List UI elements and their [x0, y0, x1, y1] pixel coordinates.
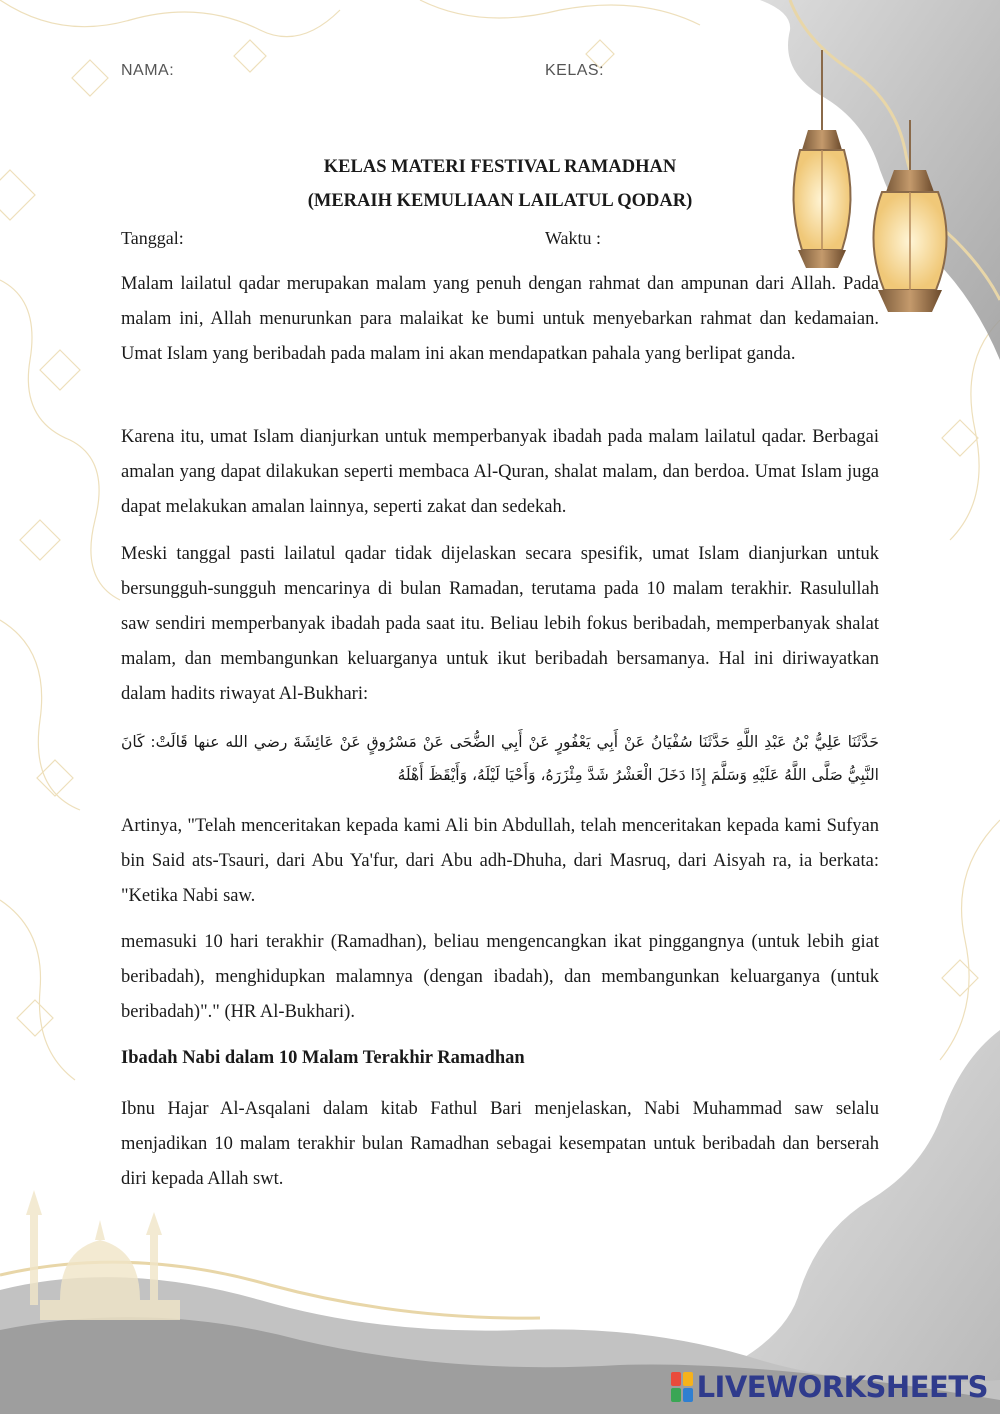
class-label: KELAS: [545, 62, 605, 79]
paragraph-intro: Malam lailatul qadar merupakan malam yang penuh dengan rahmat dan ampunan dari Allah. Pada malam ini, Allah menurunkan para malaikat ke bumi untuk menyebarkan rahmat dan kedamaian. Umat Islam yang beribadah pada malam ini akan mendapatkan pahala yang berlipat ganda. [121, 274, 879, 364]
liveworksheets-logo-icon [671, 1372, 693, 1402]
time-label: Waktu : [545, 228, 602, 248]
name-label: NAMA: [121, 62, 175, 79]
date-label: Tanggal: [121, 228, 184, 248]
brand-name: LIVEWORKSHEETS [696, 1370, 988, 1404]
page-subtitle: (MERAIH KEMULIAAN LAILATUL QODAR) [307, 191, 693, 211]
liveworksheets-logo [671, 1370, 988, 1404]
section-heading: Ibadah Nabi dalam 10 Malam Terakhir Ramadhan [121, 1048, 525, 1068]
paragraph-translation-continued: memasuki 10 hari terakhir (Ramadhan), beliau mengencangkan ikat pinggangnya (untuk lebih giat beribadah), menghidupkan malamnya (dengan ibadah), dan membangunkan keluarganya (untuk beribadah)"." (HR Al-Bukhari). [121, 932, 879, 1022]
page-title: KELAS MATERI FESTIVAL RAMADHAN [323, 157, 677, 177]
paragraph-fathul-bari: Ibnu Hajar Al-Asqalani dalam kitab Fathul Bari menjelaskan, Nabi Muhammad saw selalu menjadikan 10 malam terakhir bulan Ramadhan sebagai kesempatan untuk beribadah dan berserah diri kepada Allah swt. [121, 1099, 879, 1189]
paragraph-translation: Artinya, "Telah menceritakan kepada kami Ali bin Abdullah, telah menceritakan kepada kami Sufyan bin Said ats-Tsauri, dari Abu Ya'fur, dari Abu adh-Dhuha, dari Masruq, dari Aisyah ra, ia berkata: "Ketika Nabi saw. [121, 816, 879, 906]
paragraph-hadith-intro: Meski tanggal pasti lailatul qadar tidak dijelaskan secara spesifik, umat Islam dianjurkan untuk bersungguh-sungguh mencarinya di bulan Ramadan, terutama pada 10 malam terakhir. Rasulullah saw sendiri memperbanyak ibadah pada saat itu. Beliau lebih fokus beribadah, memperbanyak shalat malam, dan membangunkan keluarganya untuk ikut beribadah bersamanya. Hal ini diriwayatkan dalam hadits riwayat Al-Bukhari: [121, 544, 879, 704]
arabic-hadith-text: حَدَّثَنَا عَلِيُّ بْنُ عَبْدِ اللَّهِ حَدَّثَنَا سُفْيَانُ عَنْ أَبِي يَعْفُورٍ عَنْ أَبِي الضُّحَى عَنْ مَسْرُوقٍ عَنْ عَائِشَةَ رضي الله عنها قَالَتْ: كَانَ النَّبِيُّ صَلَّى اللَّهُ عَلَيْهِ وَسَلَّمَ إِذَا دَخَلَ الْعَشْرُ شَدَّ مِئْزَرَهُ، وَأَحْيَا لَيْلَهُ، وَأَيْقَظَ أَهْلَهُ [121, 733, 879, 784]
paragraph-recommendation: Karena itu, umat Islam dianjurkan untuk memperbanyak ibadah pada malam lailatul qadar. Berbagai amalan yang dapat dilakukan seperti membaca Al-Quran, shalat malam, dan berdoa. Umat Islam juga dapat melakukan amalan lainnya, seperti zakat dan sedekah. [121, 427, 879, 517]
